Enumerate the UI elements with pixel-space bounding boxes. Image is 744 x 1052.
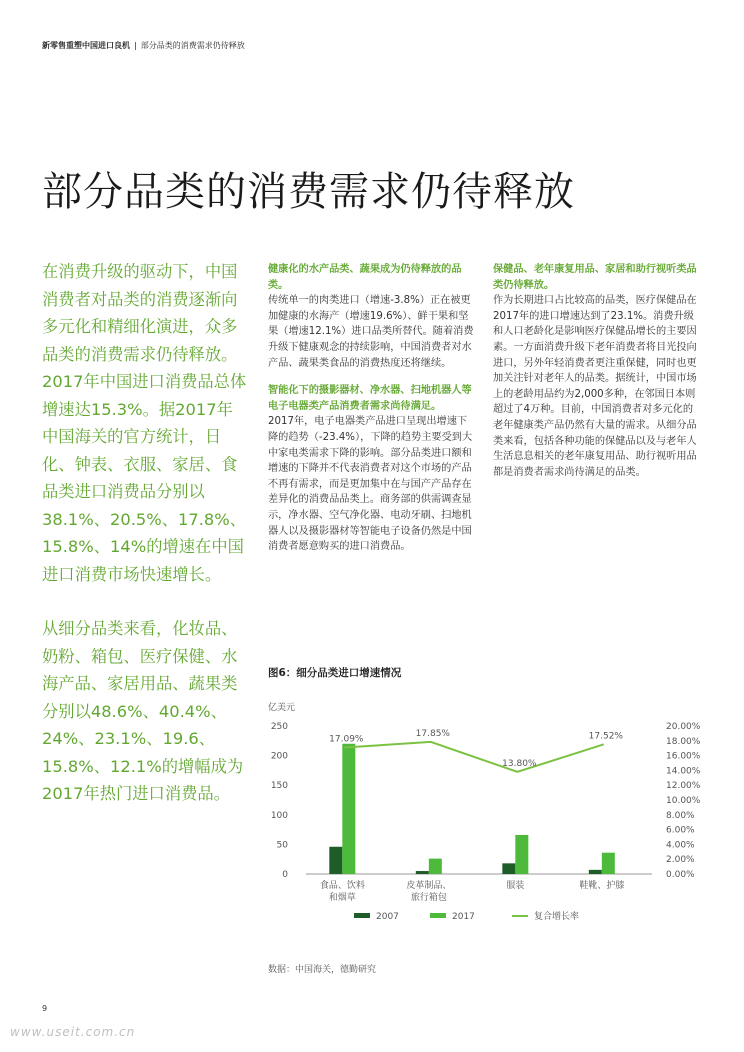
x-tick-label: 食品、饮料	[319, 881, 365, 891]
figure-source: 数据：中国海关，德勤研究	[268, 965, 377, 975]
col1-heading-2: 智能化下的摄影器材、净水器、扫地机器人等电子电器类产品消费者需求尚待满足。	[268, 385, 472, 412]
header-separator: |	[134, 41, 137, 50]
data-label: 17.09%	[329, 734, 364, 745]
x-tick-label: 皮革制品、	[406, 881, 452, 891]
y2-tick-label: 8.00%	[666, 810, 695, 821]
figure-title: 图6：细分品类进口增速情况	[268, 667, 402, 679]
col2-paragraph-1: 作为长期进口占比较高的品类，医疗保健品在2017年的进口增速达到了23.1%。消费升级和人口老龄化是影响医疗保健品增长的主要因素。一方面消费升级下老年消费者将目光投向进口，另外年轻消费者更注重保健，同时也更加关注针对老年人的品类。据统计，中国市场上的老龄用品约为2,000多种，在邻国日本则超过了4万种。目前，中国消费者对多元化的老年健康类产品仍然有大量的需求。从细分品类来看，包括各种功能的保健品以及与老年人生活息息相关的老年康复用品、助行视听用品都是消费者需求尚待满足的品类。	[493, 295, 697, 478]
body-column-1	[268, 262, 476, 567]
y-tick-label: 50	[276, 840, 288, 851]
growth-chart	[262, 710, 712, 930]
bar-2017	[342, 744, 355, 874]
y2-tick-label: 14.00%	[666, 766, 701, 777]
y2-tick-label: 0.00%	[666, 870, 695, 880]
bar-2017	[515, 835, 528, 874]
y2-tick-label: 12.00%	[666, 781, 701, 792]
col1-paragraph-1: 传统单一的肉类进口（增速-3.8%）正在被更加健康的水海产（增速19.6%）、鲜干果和坚果（增速12.1%）进口品类所替代。随着消费升级下健康观念的持续影响，中国消费者对水产品、蔬果类食品的消费热度还将继续。	[268, 295, 474, 369]
bar-2007	[329, 847, 342, 874]
col1-paragraph-2: 2017年，电子电器类产品进口呈现出增速下降的趋势（-23.4%），下降的趋势主要受到大中家电类需求下降的影响。部分品类进口额和增速的下降并不代表消费者对这个市场的产品不再有需求，而是更加集中在与国产产品存在差异化的消费品品类上。商务部的供需调查显示，净水器、空气净化器、电动牙刷、扫地机器人以及摄影器材等智能电子设备仍然是中国消费者愿意购买的进口消费品。	[268, 416, 473, 553]
body-column-2	[493, 262, 701, 492]
legend-swatch-2017	[430, 913, 446, 918]
x-tick-label: 鞋靴、护膝	[579, 881, 625, 891]
bar-2007	[416, 871, 429, 874]
x-tick-label: 服装	[506, 881, 525, 891]
y2-tick-label: 4.00%	[666, 840, 695, 851]
legend-swatch-2007	[354, 913, 370, 918]
y-tick-label: 250	[270, 722, 288, 732]
legend-label-growth: 复合增长率	[534, 912, 580, 922]
y-tick-label: 150	[270, 781, 288, 792]
bar-2017	[602, 853, 615, 874]
lead-paragraph-2: 从细分品类来看，化妆品、奶粉、箱包、医疗保健、水海产品、家居用品、蔬果类分别以48.6%、40.4%、24%、23.1%、19.6、15.8%、12.1%的增幅成为2017年热门进口消费品。	[42, 619, 244, 803]
y-tick-label: 200	[270, 751, 288, 762]
col1-heading-1: 健康化的水产品类、蔬果成为仍待释放的品类。	[268, 264, 462, 291]
legend-label-2017: 2017	[452, 912, 475, 922]
legend-label-2007: 2007	[376, 912, 399, 922]
lead-paragraph-1: 在消费升级的驱动下，中国消费者对品类的消费逐渐向多元化和精细化演进，众多品类的消费需求仍待释放。2017年中国进口消费品总体增速达15.3%。据2017年中国海关的官方统计，日化、钟表、衣服、家居、食品类进口消费品分别以38.1%、20.5%、17.8%、15.8%、14%的增速在中国进口消费市场快速增长。	[42, 262, 247, 584]
y2-tick-label: 10.00%	[666, 796, 701, 806]
data-label: 13.80%	[502, 758, 537, 769]
y-tick-label: 0	[282, 870, 288, 880]
bar-2017	[429, 859, 442, 874]
x-tick-label: 和烟草	[328, 893, 356, 903]
header-section: 部分品类的消费需求仍待释放	[140, 41, 245, 50]
data-label: 17.52%	[588, 731, 623, 742]
bar-2007	[502, 863, 515, 874]
y2-tick-label: 20.00%	[666, 722, 701, 732]
data-label: 17.85%	[415, 728, 450, 739]
col2-heading-1: 保健品、老年康复用品、家居和助行视听类品类仍待释放。	[493, 264, 697, 291]
running-header	[42, 40, 245, 51]
header-brand: 新零售重塑中国进口良机	[42, 41, 130, 50]
bar-2007	[589, 870, 602, 874]
growth-rate-line	[344, 742, 604, 772]
y-axis-unit: 亿美元	[268, 703, 296, 713]
y-tick-label: 100	[270, 810, 288, 821]
watermark: www.useit.com.cn	[10, 1025, 136, 1039]
y2-tick-label: 16.00%	[666, 751, 701, 762]
y2-tick-label: 18.00%	[666, 736, 701, 747]
y2-tick-label: 6.00%	[666, 825, 695, 836]
page-title: 部分品类的消费需求仍待释放	[42, 169, 575, 215]
x-tick-label: 旅行箱包	[410, 893, 447, 903]
page-number: 9	[42, 1004, 48, 1013]
y2-tick-label: 2.00%	[666, 855, 695, 866]
